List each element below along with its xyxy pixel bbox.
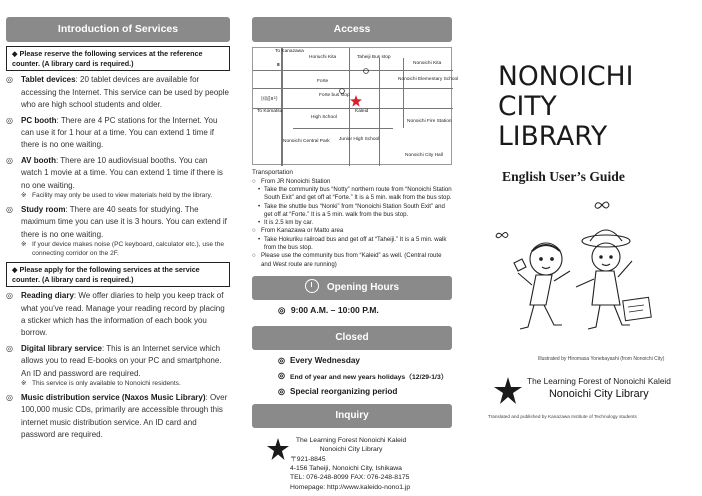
opening-hours-header-label: Opening Hours: [326, 281, 400, 293]
service-item: [6, 343, 230, 380]
service-description: : 20 tablet devices are available for accessing the Internet. This service can be used by people who are high school students and older.: [21, 75, 229, 110]
service-name: PC booth: [21, 115, 57, 125]
service-text: [21, 155, 230, 192]
transportation-section: [252, 169, 452, 269]
inquiry-address: 4-156 Taheiji, Nonoichi City, Ishikawa: [290, 464, 402, 472]
hours-time: 9:00 A.M. – 10:00 P.M.: [290, 304, 379, 315]
map-road: [403, 58, 404, 128]
inquiry-org-line1: The Learning Forest Nonoichi Kaleid: [295, 436, 407, 444]
closed-text: End of year and new years holidays（12/29-1/3）: [290, 373, 448, 381]
access-map: [252, 47, 459, 165]
map-label-forte: Forte: [317, 79, 329, 84]
cover-title: [498, 62, 700, 153]
publisher-line2: Nonoichi City Library: [549, 387, 649, 400]
map-label-route8: 8: [277, 63, 280, 68]
cover-title-line3: LIBRARY: [498, 121, 608, 153]
service-item: [6, 74, 230, 111]
transport-instruction: [252, 186, 452, 203]
transport-origin: [252, 227, 452, 235]
transport-instruction: [252, 219, 452, 227]
service-text: [21, 74, 230, 111]
note-text: Facility may only be used to view materials held by the library.: [32, 191, 213, 199]
inquiry-org-line2: Nonoichi City Library: [319, 446, 383, 454]
clock-icon: [305, 279, 319, 293]
service-text: [21, 290, 230, 340]
map-road: [253, 70, 453, 71]
bus-stop-icon: [363, 68, 369, 74]
service-item: [6, 392, 230, 442]
closed-mark: ◎: [278, 355, 285, 365]
service-text: [21, 392, 230, 442]
service-name: Study room: [21, 204, 66, 214]
cover-column: [474, 0, 700, 496]
opening-hours-header: [252, 276, 452, 300]
service-item: [6, 155, 230, 192]
reserve-notice: ◆ Please reserve the following services at the reference counter. (A library card is required.): [6, 46, 230, 71]
origin-label: From JR Nonoichi Station: [261, 177, 331, 185]
bullet-icon: •: [258, 235, 261, 243]
service-text: [21, 115, 230, 152]
map-label-high-school: High School: [311, 115, 337, 120]
inquiry-block: [252, 436, 452, 492]
service-mark: ◎: [6, 392, 13, 402]
closed-text: Special reorganizing period: [290, 386, 398, 396]
map-label-city-hall: Nonoichi City Hall: [405, 153, 443, 158]
service-mark: ◎: [6, 75, 13, 85]
kaleid-logo-icon: [492, 376, 524, 406]
cover-title-line1: NONOICHI: [498, 61, 634, 92]
map-road: [349, 48, 350, 166]
publisher-block: [492, 376, 700, 406]
service-item: [6, 204, 230, 241]
kaleid-logo-icon: [266, 437, 290, 461]
service-note: [21, 380, 230, 389]
cover-title-line2: CITY: [498, 91, 557, 123]
transport-instruction: [252, 203, 452, 220]
transport-origin: [252, 252, 452, 269]
service-mark: ◎: [6, 115, 13, 125]
instruction-text: Take Hokuriku railroad bus and get off at “Taheiji.” It is a 5 min. walk from the bus stop.: [264, 235, 447, 251]
map-road: [253, 88, 453, 89]
service-description: : There are 10 audiovisual booths. You can watch 1 movie at a time. You can extend 1 time if there is no one waiting.: [21, 155, 223, 190]
closed-header: Closed: [252, 326, 452, 350]
opening-hours: [252, 300, 452, 324]
closed-list: [252, 356, 452, 396]
kaleid-star-icon: [350, 95, 362, 107]
map-label-junior-high: Junior High School: [339, 137, 380, 142]
note-mark: ※: [21, 241, 27, 249]
service-name: Reading diary: [21, 291, 74, 301]
bullet-icon: •: [258, 185, 261, 193]
map-label-taheiji: Taheiji Bus stop: [357, 55, 391, 60]
map-label-forte-bus: Forte bus stop: [319, 93, 350, 98]
transport-instruction: [252, 236, 452, 253]
service-description: : We offer diaries to help you keep track of what you’ve read. Manage your reading record by placing a sticker which has the information of each book you borrow.: [21, 291, 225, 338]
service-item: [6, 290, 230, 340]
map-road: [281, 48, 283, 166]
service-name: Digital library service: [21, 343, 102, 353]
origin-label: Please use the community bus from “Kaleid” as well. (Central route and West route are running): [261, 252, 442, 268]
service-mark: ◎: [6, 204, 13, 214]
instruction-text: Take the shuttle bus “Nonki” from “Nonoichi Station South Exit” and get off at “Forte.” It is a 5 min. walk from the bus stop.: [264, 202, 445, 218]
access-column: [252, 0, 459, 496]
bus-stop-icon: [339, 88, 345, 94]
translation-credit: Translated and published by Kanazawa Institute of Technology students: [488, 413, 637, 419]
origin-mark: ○: [252, 177, 256, 185]
map-label-nonoichi-kita: Nonoichi Kita: [413, 61, 442, 66]
map-road: [253, 108, 453, 109]
service-mark: ◎: [6, 291, 13, 301]
service-name: AV booth: [21, 155, 56, 165]
map-label-to-kanazawa: To Kanazawa: [275, 49, 304, 54]
service-note: [21, 241, 230, 259]
service-name: Music distribution service (Naxos Music Library): [21, 392, 206, 402]
closed-text: Every Wednesday: [290, 355, 360, 365]
closed-mark: ◎: [278, 386, 285, 396]
inquiry-homepage[interactable]: Homepage: http://www.kaleido-nono1.jp: [290, 483, 411, 491]
map-label-central-park: Nonoichi Central Park: [283, 139, 330, 144]
inquiry-postal: 〒921-8845: [290, 455, 326, 463]
note-mark: ※: [21, 379, 27, 387]
service-description: : There are 4 PC stations for the Internet. You can use it for 1 hour at a time. You can extend 1 time if there is no one waiting.: [21, 115, 218, 150]
inquiry-header: Inquiry: [252, 404, 452, 428]
service-text: [21, 204, 230, 241]
access-header: Access: [252, 17, 452, 42]
origin-mark: ○: [252, 227, 256, 235]
apply-notice: ◆ Please apply for the following services at the service counter. (A library card is required.): [6, 262, 230, 287]
service-description: : There are 40 seats for studying. The maximum time you can use it is 3 hours. You can extend if there is no one waiting.: [21, 204, 227, 239]
service-description: : This is an Internet service which allows you to read E-books on your PC and smartphone. An ID and password are required.: [21, 343, 222, 378]
map-label-elementary: Nonoichi Elementary School: [398, 77, 459, 82]
cover-subtitle: English User’s Guide: [502, 168, 625, 184]
map-road: [379, 58, 380, 166]
transportation-origins: [252, 178, 452, 269]
closed-item: [252, 387, 452, 396]
map-label-fire-station: Nonoichi Fire Station: [407, 119, 452, 124]
transportation-heading: Transportation: [252, 169, 293, 176]
service-name: Tablet devices: [21, 75, 76, 85]
closed-mark: ◎: [278, 370, 285, 380]
map-label-route8-jp: 国道8号: [261, 97, 279, 102]
note-mark: ※: [21, 191, 27, 199]
service-item: [6, 115, 230, 152]
service-text: [21, 343, 230, 380]
services-column: [6, 0, 230, 496]
instruction-text: Take the community bus “Notty” northern route from “Nonoichi Station South Exit” and get off at “Forte.” It is a 5 min. walk from the bus stop.: [264, 185, 452, 202]
reserve-services-list: [6, 74, 230, 258]
service-mark: ◎: [6, 343, 13, 353]
map-label-to-komatsu: To Komatsu: [257, 109, 283, 114]
children-illustration: [474, 199, 700, 349]
origin-mark: ○: [252, 252, 256, 260]
closed-item: [252, 371, 452, 381]
origin-label: From Kanazawa or Matto area: [261, 227, 344, 235]
closed-item: [252, 356, 452, 365]
service-note: [21, 192, 230, 201]
transport-origin: [252, 178, 452, 186]
instruction-text: It is 2.5 km by car.: [264, 219, 314, 227]
service-mark: ◎: [6, 155, 13, 165]
map-road: [293, 128, 393, 129]
inquiry-phone: TEL: 076-248-8099 FAX: 076-248-8175: [290, 474, 410, 482]
service-description: : Over 100,000 music CDs, primarily are accessible through this internet music distribution service. An ID card and password are required.: [21, 392, 228, 440]
bullet-icon: •: [258, 202, 261, 210]
illustration-credit: Illustrated by Hiromasa Yonebayashi (from Nonoichi City): [538, 355, 665, 362]
publisher-line1: The Learning Forest of Nonoichi Kaleid: [527, 375, 671, 386]
bullet-icon: •: [258, 219, 261, 227]
hours-mark: ◎: [278, 304, 286, 315]
map-label-horiuchi-kita: Horiuchi Kita: [309, 55, 337, 60]
map-label-kaleid: Kaleid: [355, 109, 369, 114]
services-header: Introduction of Services: [6, 17, 230, 42]
note-text: If your device makes noise (PC keyboard, calculator etc.), use the connecting corridor on the 2F.: [32, 241, 225, 257]
note-text: This service is only available to Nonoichi residents.: [32, 379, 181, 387]
apply-services-list: [6, 290, 230, 441]
